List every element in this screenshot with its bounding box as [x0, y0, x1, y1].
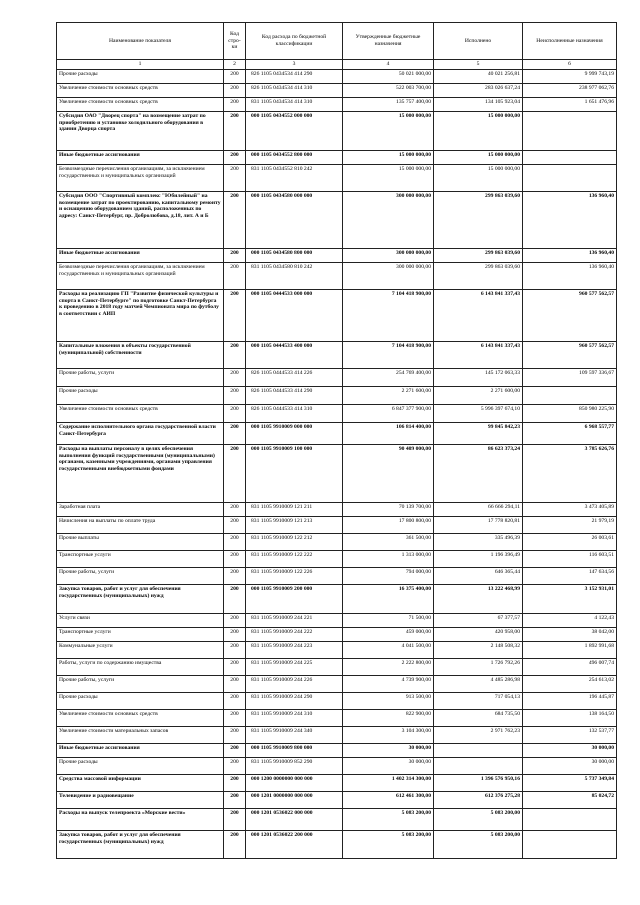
row-budget-code-cell: 831 1105 9910009 122 212 [246, 534, 343, 551]
row-name-cell: Прочие работы, услуги [57, 369, 224, 387]
row-executed-cell: 283 026 637,24 [434, 84, 523, 98]
row-executed-cell: 134 105 923,04 [434, 98, 523, 112]
row-budget-code-cell: 000 1105 9910009 200 000 [246, 585, 343, 614]
row-name-cell: Коммунальные услуги [57, 642, 224, 659]
row-line-code-cell: 200 [224, 758, 246, 775]
row-name-cell: Безвозмездные перечисления организациям, за исключением государственных и муниципальных организаций [57, 263, 224, 290]
row-executed-cell: 646 365,44 [434, 568, 523, 585]
row-executed-cell: 1 396 576 950,16 [434, 775, 523, 792]
row-unexecuted-cell: 9 999 743,19 [523, 70, 617, 84]
row-approved-cell: 361 500,00 [343, 534, 434, 551]
row-name-cell: Расходы на реализацию ГП "Развитие физической культуры и спорта в Санкт-Петербурге" по подготовке Санкт-Петербурга к проведению в 2018 году матчей Чемпионата мира по футболу в соответствии с АИП [57, 290, 224, 342]
row-budget-code-cell: 831 1105 9910009 244 223 [246, 642, 343, 659]
row-unexecuted-cell [523, 112, 617, 151]
row-executed-cell: 1 196 396,49 [434, 551, 523, 568]
row-name-cell: Средства массовой информации [57, 775, 224, 792]
row-name-cell: Прочие расходы [57, 693, 224, 710]
row-line-code-cell: 200 [224, 70, 246, 84]
row-name-cell: Телевидение и радиовещание [57, 792, 224, 809]
row-approved-cell: 822 900,00 [343, 710, 434, 727]
row-line-code-cell: 200 [224, 642, 246, 659]
row-budget-code-cell: 000 1105 0434552 000 000 [246, 112, 343, 151]
row-line-code-cell: 200 [224, 84, 246, 98]
table-row [57, 534, 617, 551]
row-approved-cell: 5 083 200,00 [343, 809, 434, 831]
row-approved-cell: 30 000,00 [343, 744, 434, 758]
row-approved-cell: 15 000 000,00 [343, 151, 434, 165]
table-row [57, 744, 617, 758]
row-budget-code-cell: 000 1201 0000000 000 000 [246, 792, 343, 809]
row-name-cell: Капитальные вложения в объекты государственной (муниципальной) собственности [57, 342, 224, 369]
row-unexecuted-cell: 1 651 476,96 [523, 98, 617, 112]
row-line-code-cell: 200 [224, 693, 246, 710]
row-unexecuted-cell: 496 007,74 [523, 659, 617, 676]
row-line-code-cell: 200 [224, 165, 246, 192]
row-line-code-cell: 200 [224, 585, 246, 614]
row-executed-cell: 86 623 373,24 [434, 445, 523, 503]
table-row [57, 831, 617, 859]
row-executed-cell: 5 083 200,00 [434, 809, 523, 831]
row-budget-code-cell: 831 1105 9910009 244 290 [246, 693, 343, 710]
row-approved-cell: 50 021 000,00 [343, 70, 434, 84]
row-line-code-cell: 200 [224, 445, 246, 503]
row-executed-cell [434, 744, 523, 758]
row-line-code-cell: 200 [224, 249, 246, 263]
row-executed-cell: 299 863 039,60 [434, 263, 523, 290]
row-approved-cell: 17 800 800,00 [343, 517, 434, 534]
row-budget-code-cell: 831 1105 9910009 244 225 [246, 659, 343, 676]
row-line-code-cell: 200 [224, 775, 246, 792]
row-name-cell: Расходы на выплаты персоналу в целях обеспечения выполнения функций государственными (муниципальными) органами, казенными учреждениями, органами управления государственными внебюджетными фондами [57, 445, 224, 503]
row-executed-cell: 145 172 063,33 [434, 369, 523, 387]
row-executed-cell: 1 726 792,26 [434, 659, 523, 676]
column-number: 5 [434, 60, 523, 70]
row-line-code-cell: 200 [224, 809, 246, 831]
row-line-code-cell: 200 [224, 710, 246, 727]
header-approved: Утвержденные бюджетные назначения [343, 23, 434, 60]
row-line-code-cell: 200 [224, 744, 246, 758]
row-approved-cell: 5 083 200,00 [343, 831, 434, 859]
column-number: 3 [246, 60, 343, 70]
row-budget-code-cell: 831 1105 9910009 122 226 [246, 568, 343, 585]
row-approved-cell: 4 739 900,00 [343, 676, 434, 693]
row-unexecuted-cell: 30 000,00 [523, 744, 617, 758]
row-line-code-cell: 200 [224, 551, 246, 568]
table-row [57, 693, 617, 710]
row-unexecuted-cell: 3 152 931,01 [523, 585, 617, 614]
row-name-cell: Увеличение стоимости основных средств [57, 84, 224, 98]
row-line-code-cell: 200 [224, 614, 246, 628]
row-executed-cell: 5 996 397 674,10 [434, 405, 523, 423]
row-unexecuted-cell: 238 977 062,76 [523, 84, 617, 98]
row-unexecuted-cell: 138 164,50 [523, 710, 617, 727]
row-approved-cell: 15 000 000,00 [343, 112, 434, 151]
row-executed-cell: 15 000 000,00 [434, 151, 523, 165]
table-row [57, 290, 617, 342]
row-approved-cell: 30 000,00 [343, 758, 434, 775]
row-line-code-cell: 200 [224, 517, 246, 534]
row-unexecuted-cell: 85 024,72 [523, 792, 617, 809]
row-executed-cell: 5 083 200,00 [434, 831, 523, 859]
row-unexecuted-cell: 1 892 991,68 [523, 642, 617, 659]
row-line-code-cell: 200 [224, 534, 246, 551]
row-unexecuted-cell [523, 831, 617, 859]
row-unexecuted-cell [523, 151, 617, 165]
table-header-row [57, 23, 617, 60]
row-name-cell: Заработная плата [57, 503, 224, 517]
row-executed-cell: 299 863 039,60 [434, 249, 523, 263]
row-budget-code-cell: 831 1105 0434552 810 242 [246, 165, 343, 192]
row-name-cell: Содержание исполнительного органа государственной власти Санкт-Петербурга [57, 423, 224, 445]
column-number: 2 [224, 60, 246, 70]
row-unexecuted-cell: 254 613,02 [523, 676, 617, 693]
row-line-code-cell: 200 [224, 112, 246, 151]
table-row [57, 758, 617, 775]
row-budget-code-cell: 831 1105 9910009 244 340 [246, 727, 343, 744]
row-executed-cell: 6 143 841 337,43 [434, 290, 523, 342]
row-executed-cell: 15 000 000,00 [434, 165, 523, 192]
table-row [57, 192, 617, 249]
table-row [57, 809, 617, 831]
header-name: Наименование показателя [57, 23, 224, 60]
row-name-cell: Прочие расходы [57, 758, 224, 775]
row-executed-cell: 4 485 286,98 [434, 676, 523, 693]
row-line-code-cell: 200 [224, 192, 246, 249]
row-unexecuted-cell: 38 042,00 [523, 628, 617, 642]
row-executed-cell: 40 021 256,81 [434, 70, 523, 84]
row-budget-code-cell: 831 1105 0434580 810 242 [246, 263, 343, 290]
row-approved-cell: 71 500,00 [343, 614, 434, 628]
column-number: 1 [57, 60, 224, 70]
table-row [57, 342, 617, 369]
row-line-code-cell: 200 [224, 659, 246, 676]
row-name-cell: Начисления на выплаты по оплате труда [57, 517, 224, 534]
table-row [57, 642, 617, 659]
row-approved-cell: 794 000,00 [343, 568, 434, 585]
row-unexecuted-cell: 21 979,19 [523, 517, 617, 534]
row-approved-cell: 300 000 000,00 [343, 263, 434, 290]
row-unexecuted-cell: 132 537,77 [523, 727, 617, 744]
row-name-cell: Прочие расходы [57, 387, 224, 405]
row-budget-code-cell: 831 1105 9910009 244 221 [246, 614, 343, 628]
row-name-cell: Транспортные услуги [57, 628, 224, 642]
row-line-code-cell: 200 [224, 405, 246, 423]
table-row [57, 551, 617, 568]
row-budget-code-cell: 000 1105 0434580 000 000 [246, 192, 343, 249]
row-name-cell: Иные бюджетные ассигнования [57, 151, 224, 165]
table-row [57, 445, 617, 503]
budget-execution-table [56, 22, 617, 859]
table-row [57, 775, 617, 792]
row-approved-cell: 135 757 400,00 [343, 98, 434, 112]
header-budget-code: Код расхода по бюджетной классификации [246, 23, 343, 60]
row-budget-code-cell: 831 1105 9910009 244 310 [246, 710, 343, 727]
row-name-cell: Расходы на выпуск телепроекта «Морские вести» [57, 809, 224, 831]
row-unexecuted-cell: 5 737 349,84 [523, 775, 617, 792]
row-executed-cell: 2 971 762,23 [434, 727, 523, 744]
row-budget-code-cell: 826 1105 0444533 414 226 [246, 369, 343, 387]
row-budget-code-cell: 826 1105 0444533 414 310 [246, 405, 343, 423]
row-unexecuted-cell: 960 577 562,57 [523, 342, 617, 369]
row-approved-cell: 612 461 300,00 [343, 792, 434, 809]
row-budget-code-cell: 831 1105 9910009 244 222 [246, 628, 343, 642]
row-budget-code-cell: 000 1201 0536022 000 000 [246, 809, 343, 831]
row-budget-code-cell: 000 1105 0444533 400 000 [246, 342, 343, 369]
row-approved-cell: 70 139 700,00 [343, 503, 434, 517]
row-budget-code-cell: 831 1105 0434534 414 310 [246, 98, 343, 112]
row-executed-cell: 17 778 820,81 [434, 517, 523, 534]
row-approved-cell: 4 041 500,00 [343, 642, 434, 659]
row-line-code-cell: 200 [224, 290, 246, 342]
row-name-cell: Прочие расходы [57, 70, 224, 84]
row-approved-cell: 3 104 300,00 [343, 727, 434, 744]
row-approved-cell: 1 313 000,00 [343, 551, 434, 568]
row-unexecuted-cell: 196 445,87 [523, 693, 617, 710]
row-executed-cell: 2 271 600,00 [434, 387, 523, 405]
row-budget-code-cell: 831 1105 9910009 121 213 [246, 517, 343, 534]
table-row [57, 710, 617, 727]
row-line-code-cell: 200 [224, 831, 246, 859]
row-name-cell: Субсидия ООО "Спортивный комплекс "Юбилейный" на возмещение затрат по проектированию, капитальному ремонту и оснащению оборудованием зданий, расположенных по адресу: Санкт-Петербург, пр. Добролюбова, д.18, лит. А и Б [57, 192, 224, 249]
row-unexecuted-cell [523, 165, 617, 192]
row-unexecuted-cell: 4 122,43 [523, 614, 617, 628]
row-approved-cell: 7 104 418 900,00 [343, 342, 434, 369]
row-name-cell: Транспортные услуги [57, 551, 224, 568]
row-budget-code-cell: 831 1105 9910009 122 222 [246, 551, 343, 568]
row-budget-code-cell: 826 1105 0434534 414 310 [246, 84, 343, 98]
row-executed-cell: 99 845 842,23 [434, 423, 523, 445]
table-row [57, 614, 617, 628]
row-name-cell: Иные бюджетные ассигнования [57, 744, 224, 758]
row-name-cell: Иные бюджетные ассигнования [57, 249, 224, 263]
row-budget-code-cell: 000 1105 0444533 000 000 [246, 290, 343, 342]
table-row [57, 585, 617, 614]
row-approved-cell: 2 222 800,00 [343, 659, 434, 676]
row-budget-code-cell: 000 1105 0434580 800 000 [246, 249, 343, 263]
table-row [57, 423, 617, 445]
row-unexecuted-cell: 30 000,00 [523, 758, 617, 775]
row-name-cell: Увеличение стоимости основных средств [57, 98, 224, 112]
row-line-code-cell: 200 [224, 628, 246, 642]
row-executed-cell: 2 148 508,32 [434, 642, 523, 659]
row-line-code-cell: 200 [224, 568, 246, 585]
row-approved-cell: 16 375 400,00 [343, 585, 434, 614]
table-row [57, 151, 617, 165]
table-row [57, 84, 617, 98]
row-name-cell: Субсидия ОАО "Дворец спорта" на возмещение затрат по приобретению и установке холодильного оборудования в здании Дворца спорта [57, 112, 224, 151]
row-approved-cell: 2 271 600,00 [343, 387, 434, 405]
row-approved-cell: 6 847 377 900,00 [343, 405, 434, 423]
table-row [57, 165, 617, 192]
row-executed-cell: 717 054,13 [434, 693, 523, 710]
table-row [57, 249, 617, 263]
row-line-code-cell: 200 [224, 263, 246, 290]
row-approved-cell: 15 000 000,00 [343, 165, 434, 192]
row-name-cell: Безвозмездные перечисления организациям, за исключением государственных и муниципальных организаций [57, 165, 224, 192]
header-unexecuted: Неисполненные назначения [523, 23, 617, 60]
row-executed-cell: 67 377,57 [434, 614, 523, 628]
row-approved-cell: 1 402 314 300,00 [343, 775, 434, 792]
header-line-code: Код стро-ки [224, 23, 246, 60]
row-approved-cell: 522 003 700,00 [343, 84, 434, 98]
row-unexecuted-cell: 136 960,40 [523, 192, 617, 249]
row-unexecuted-cell: 147 634,56 [523, 568, 617, 585]
table-row [57, 792, 617, 809]
row-name-cell: Закупка товаров, работ и услуг для обеспечения государственных (муниципальных) нужд [57, 831, 224, 859]
row-line-code-cell: 200 [224, 151, 246, 165]
row-budget-code-cell: 831 1105 9910009 244 226 [246, 676, 343, 693]
row-executed-cell: 335 496,39 [434, 534, 523, 551]
row-budget-code-cell: 000 1105 0434552 800 000 [246, 151, 343, 165]
row-line-code-cell: 200 [224, 342, 246, 369]
table-row [57, 628, 617, 642]
row-line-code-cell: 200 [224, 387, 246, 405]
row-unexecuted-cell: 136 960,40 [523, 263, 617, 290]
row-budget-code-cell: 000 1200 0000000 000 000 [246, 775, 343, 792]
row-budget-code-cell: 000 1105 9910009 800 000 [246, 744, 343, 758]
row-executed-cell: 299 863 039,60 [434, 192, 523, 249]
row-approved-cell: 7 104 418 900,00 [343, 290, 434, 342]
row-unexecuted-cell: 26 003,61 [523, 534, 617, 551]
table-row [57, 659, 617, 676]
row-line-code-cell: 200 [224, 792, 246, 809]
row-line-code-cell: 200 [224, 369, 246, 387]
row-unexecuted-cell: 136 960,40 [523, 249, 617, 263]
row-name-cell: Закупка товаров, работ и услуг для обеспечения государственных (муниципальных) нужд [57, 585, 224, 614]
row-executed-cell: 420 958,00 [434, 628, 523, 642]
table-row [57, 676, 617, 693]
table-row [57, 98, 617, 112]
row-unexecuted-cell: 3 473 405,89 [523, 503, 617, 517]
row-unexecuted-cell [523, 809, 617, 831]
row-executed-cell: 6 143 841 337,43 [434, 342, 523, 369]
column-number-row [57, 60, 617, 70]
row-unexecuted-cell: 960 577 562,57 [523, 290, 617, 342]
row-approved-cell: 106 814 400,00 [343, 423, 434, 445]
row-executed-cell: 612 376 275,28 [434, 792, 523, 809]
row-budget-code-cell: 831 1105 9910009 852 290 [246, 758, 343, 775]
row-approved-cell: 459 000,00 [343, 628, 434, 642]
row-line-code-cell: 200 [224, 98, 246, 112]
row-name-cell: Увеличение стоимости материальных запасов [57, 727, 224, 744]
table-row [57, 568, 617, 585]
table-row [57, 517, 617, 534]
row-budget-code-cell: 000 1201 0536022 200 000 [246, 831, 343, 859]
row-line-code-cell: 200 [224, 676, 246, 693]
row-executed-cell: 684 735,50 [434, 710, 523, 727]
table-row [57, 405, 617, 423]
row-unexecuted-cell: 6 968 557,77 [523, 423, 617, 445]
column-number: 4 [343, 60, 434, 70]
row-unexecuted-cell: 850 980 225,90 [523, 405, 617, 423]
row-name-cell: Работы, услуги по содержанию имущества [57, 659, 224, 676]
row-executed-cell: 66 666 294,11 [434, 503, 523, 517]
row-unexecuted-cell [523, 387, 617, 405]
table-row [57, 727, 617, 744]
row-approved-cell: 913 500,00 [343, 693, 434, 710]
row-approved-cell: 300 000 000,00 [343, 192, 434, 249]
row-approved-cell: 254 769 400,00 [343, 369, 434, 387]
row-line-code-cell: 200 [224, 423, 246, 445]
row-name-cell: Прочие работы, услуги [57, 568, 224, 585]
table-row [57, 70, 617, 84]
table-row [57, 503, 617, 517]
row-budget-code-cell: 000 1105 9910009 000 000 [246, 423, 343, 445]
row-name-cell: Увеличение стоимости основных средств [57, 405, 224, 423]
row-budget-code-cell: 000 1105 9910009 100 000 [246, 445, 343, 503]
row-executed-cell: 15 000 000,00 [434, 112, 523, 151]
row-line-code-cell: 200 [224, 503, 246, 517]
row-unexecuted-cell: 3 785 626,76 [523, 445, 617, 503]
row-name-cell: Прочие работы, услуги [57, 676, 224, 693]
row-budget-code-cell: 826 1105 0444533 414 290 [246, 387, 343, 405]
row-approved-cell: 300 000 000,00 [343, 249, 434, 263]
column-number: 6 [523, 60, 617, 70]
row-name-cell: Услуги связи [57, 614, 224, 628]
row-approved-cell: 90 409 000,00 [343, 445, 434, 503]
row-executed-cell [434, 758, 523, 775]
row-line-code-cell: 200 [224, 727, 246, 744]
row-name-cell: Прочие выплаты [57, 534, 224, 551]
table-row [57, 369, 617, 387]
header-executed: Исполнено [434, 23, 523, 60]
table-row [57, 263, 617, 290]
row-budget-code-cell: 831 1105 9910009 121 211 [246, 503, 343, 517]
table-row [57, 387, 617, 405]
row-executed-cell: 13 222 468,99 [434, 585, 523, 614]
table-row [57, 112, 617, 151]
row-budget-code-cell: 826 1105 0434534 414 290 [246, 70, 343, 84]
row-unexecuted-cell: 109 597 336,67 [523, 369, 617, 387]
row-unexecuted-cell: 116 603,51 [523, 551, 617, 568]
row-name-cell: Увеличение стоимости основных средств [57, 710, 224, 727]
